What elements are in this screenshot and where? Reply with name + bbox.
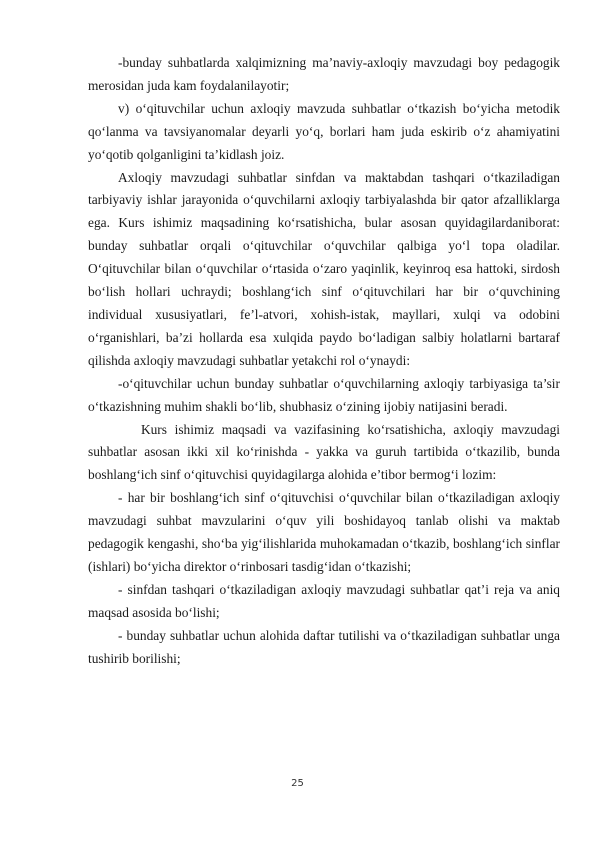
paragraph-8: - bunday suhbatlar uchun alohida daftar tutilishi va o‘tkaziladigan suhbatlar unga tushirib borilishi; xyxy=(88,627,560,666)
paragraph-7: - sinfdan tashqari o‘tkaziladigan axloqiy mavzudagi suhbatlar qat’i reja va aniq maqsad asosida bo‘lishi; xyxy=(88,581,560,620)
paragraph-2: v) o‘qituvchilar uchun axloqiy mavzuda suhbatlar o‘tkazish bo‘yicha metodik qo‘lanma va tavsiyanomalar deyarli yo‘q, borlari ham juda eskirib o‘z ahamiyatini yo‘qotib qolganligini ta’kidlash joiz. xyxy=(88,100,560,162)
document-page xyxy=(88,52,564,670)
paragraph-1: -bunday suhbatlarda xalqimizning ma’naviy-axloqiy mavzudagi boy pedagogik merosidan juda kam foydalanilayotir; xyxy=(88,55,560,93)
paragraph-3: Axloqiy mavzudagi suhbatlar sinfdan va maktabdan tashqari o‘tkaziladigan tarbiyaviy ishlar jarayonida o‘quvchilarni axloqiy tarbiyalashda bir qator afzalliklarga ega. Kurs ishimiz maqsadining ko‘rsatishicha, bular asosan quyidagilardaniborat: bunday suhbatlar orqali o‘qituvchilar o‘quvchilar qalbiga yo‘l topa oladilar. O‘qituvchilar bilan o‘quvchilar o‘rtasida o‘zaro yaqinlik, keyinroq esa hattoki, sirdosh bo‘lish hollari uchraydi; boshlang‘ich sinf o‘qituvchilari har bir o‘quvchining individual xususiyatlari, fe’l-atvori, xohish-istak, mayllari, xulqi va odobini o‘rganishlari, ba’zi hollarda esa xulqida paydo bo‘ladigan salbiy holatlarni bartaraf qilishda axloqiy mavzudagi suhbatlar yetakchi rol o‘ynaydi: xyxy=(88,169,560,368)
paragraph-6: - har bir boshlang‘ich sinf o‘qituvchisi o‘quvchilar bilan o‘tkaziladigan axloqiy mavzudagi suhbat mavzularini o‘quv yili boshidayoq tanlab olishi va maktab pedagogik kengashi, sho‘ba yig‘ilishlarida muhokamadan o‘tkazib, boshlang‘ich sinflar (ishlari) bo‘yicha direktor o‘rinbosari tasdig‘idan o‘tkazishi; xyxy=(88,490,560,574)
page-number: 25 xyxy=(291,778,304,789)
paragraph-4: -o‘qituvchilar uchun bunday suhbatlar o‘quvchilarning axloqiy tarbiyasiga ta’sir o‘tkazishning muhim shakli bo‘lib, shubhasiz o‘zining ijobiy natijasini beradi. xyxy=(88,375,560,414)
paragraph-5: Kurs ishimiz maqsadi va vazifasining ko‘rsatishicha, axloqiy mavzudagi suhbatlar asosan ikki xil ko‘rinishda - yakka va guruh tartibida o‘tkazilib, bunda boshlang‘ich sinf o‘qituvchisi quyidagilarga alohida e’tibor bermog‘i lozim: xyxy=(88,421,564,483)
